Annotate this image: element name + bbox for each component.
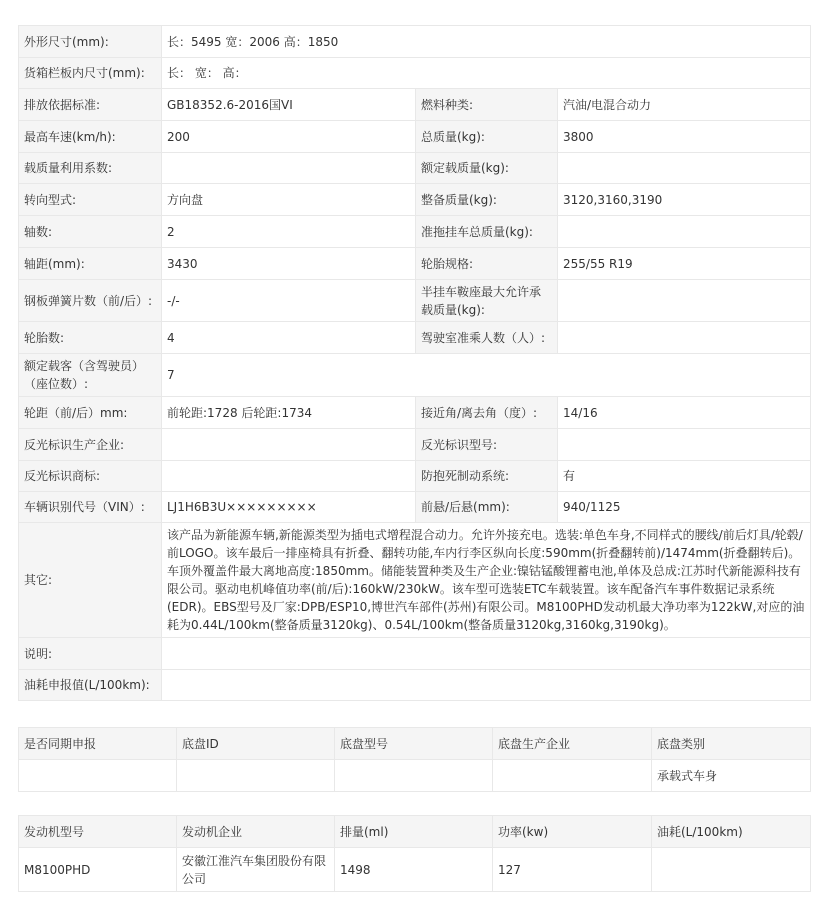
label-other: 其它:	[19, 523, 162, 638]
value-approach-departure: 14/16	[558, 397, 811, 429]
label-max-speed: 最高车速(km/h):	[19, 121, 162, 153]
engine-header-row	[19, 816, 811, 848]
spec-row	[19, 492, 811, 523]
value-load-coefficient	[162, 153, 416, 184]
label-rated-passengers: 额定载客（含驾驶员）（座位数）:	[19, 354, 162, 397]
spec-row-other	[19, 523, 811, 638]
value-steering: 方向盘	[162, 184, 416, 216]
label-trailer-mass: 准拖挂车总质量(kg):	[416, 216, 558, 248]
spec-row	[19, 461, 811, 492]
chassis-col-maker: 底盘生产企业	[493, 728, 652, 760]
value-other: 该产品为新能源车辆,新能源类型为插电式增程混合动力。允许外接充电。选装:单色车身,不同样式的腰线/前后灯具/轮毂/前LOGO。该车最后一排座椅具有折叠、翻转功能,车内行李区纵向长度:590mm(折叠翻转前)/1474mm(折叠翻转后)。车顶外覆盖件最大离地高度:1850mm。储能装置种类及生产企业:镍钴锰酸锂蓄电池,单体及总成:江苏时代新能源科技有限公司。驱动电机峰值功率(前/后):160kW/230kW。该车型可选装ETC车载装置。该车配备汽车事件数据记录系统(EDR)。EBS型号及厂家:DPB/ESP10,博世汽车部件(苏州)有限公司。M8100PHD发动机最大净功率为122kW,对应的油耗为0.44L/100km(整备质量3120kg)、0.54L/100km(整备质量3120kg,3160kg,3190kg)。	[162, 523, 811, 638]
chassis-col-concurrent: 是否同期申报	[19, 728, 177, 760]
engine-cell-power: 127	[493, 848, 652, 892]
chassis-cell-concurrent	[19, 760, 177, 792]
value-axles: 2	[162, 216, 416, 248]
value-overhang: 940/1125	[558, 492, 811, 523]
label-note: 说明:	[19, 638, 162, 670]
engine-col-displacement: 排量(ml)	[335, 816, 493, 848]
value-max-speed: 200	[162, 121, 416, 153]
label-cargo-box: 货箱栏板内尺寸(mm):	[19, 58, 162, 89]
value-tire-spec: 255/55 R19	[558, 248, 811, 280]
spec-row	[19, 121, 811, 153]
label-reflector-brand: 反光标识商标:	[19, 461, 162, 492]
value-saddle-load	[558, 280, 811, 322]
table-row	[19, 760, 811, 792]
engine-col-fuel: 油耗(L/100km)	[652, 816, 811, 848]
value-trailer-mass	[558, 216, 811, 248]
spec-row	[19, 322, 811, 354]
engine-cell-maker: 安徽江淮汽车集团股份有限公司	[177, 848, 335, 892]
chassis-col-id: 底盘ID	[177, 728, 335, 760]
label-fuel-consumption: 油耗申报值(L/100km):	[19, 670, 162, 701]
value-rated-passengers: 7	[162, 354, 811, 397]
value-note	[162, 638, 811, 670]
label-load-coefficient: 载质量利用系数:	[19, 153, 162, 184]
spec-table	[18, 25, 811, 701]
engine-cell-displacement: 1498	[335, 848, 493, 892]
label-axles: 轴数:	[19, 216, 162, 248]
chassis-col-type: 底盘类别	[652, 728, 811, 760]
label-vin: 车辆识别代号（VIN）:	[19, 492, 162, 523]
label-gross-mass: 总质量(kg):	[416, 121, 558, 153]
value-tire-count: 4	[162, 322, 416, 354]
label-emission-standard: 排放依据标准:	[19, 89, 162, 121]
value-dimensions: 长：5495 宽：2006 高：1850	[162, 26, 811, 58]
spec-row-seats	[19, 354, 811, 397]
value-rated-load	[558, 153, 811, 184]
spec-row	[19, 89, 811, 121]
value-gross-mass: 3800	[558, 121, 811, 153]
chassis-col-model: 底盘型号	[335, 728, 493, 760]
chassis-cell-type: 承载式车身	[652, 760, 811, 792]
value-abs: 有	[558, 461, 811, 492]
engine-cell-model: M8100PHD	[19, 848, 177, 892]
value-fuel-consumption	[162, 670, 811, 701]
table-row	[19, 848, 811, 892]
spec-row	[19, 184, 811, 216]
label-curb-mass: 整备质量(kg):	[416, 184, 558, 216]
chassis-cell-maker	[493, 760, 652, 792]
label-approach-departure: 接近角/离去角（度）:	[416, 397, 558, 429]
spec-row	[19, 429, 811, 461]
value-reflector-maker	[162, 429, 416, 461]
engine-cell-fuel	[652, 848, 811, 892]
label-reflector-model: 反光标识型号:	[416, 429, 558, 461]
label-saddle-load: 半挂车鞍座最大允许承载质量(kg):	[416, 280, 558, 322]
engine-col-model: 发动机型号	[19, 816, 177, 848]
chassis-header-row	[19, 728, 811, 760]
value-reflector-model	[558, 429, 811, 461]
value-fuel-type: 汽油/电混合动力	[558, 89, 811, 121]
value-cargo-box: 长： 宽： 高：	[162, 58, 811, 89]
chassis-cell-id	[177, 760, 335, 792]
chassis-cell-model	[335, 760, 493, 792]
label-abs: 防抱死制动系统:	[416, 461, 558, 492]
value-track: 前轮距:1728 后轮距:1734	[162, 397, 416, 429]
spec-row-dimensions	[19, 26, 811, 58]
value-emission-standard: GB18352.6-2016国VI	[162, 89, 416, 121]
spec-row-cargo	[19, 58, 811, 89]
label-leaf-springs: 钢板弹簧片数（前/后）:	[19, 280, 162, 322]
label-dimensions: 外形尺寸(mm):	[19, 26, 162, 58]
label-tire-count: 轮胎数:	[19, 322, 162, 354]
label-reflector-maker: 反光标识生产企业:	[19, 429, 162, 461]
value-vin: LJ1H6B3U×××××××××	[162, 492, 416, 523]
label-tire-spec: 轮胎规格:	[416, 248, 558, 280]
label-steering: 转向型式:	[19, 184, 162, 216]
engine-col-power: 功率(kw)	[493, 816, 652, 848]
engine-col-maker: 发动机企业	[177, 816, 335, 848]
spec-row-fuel-declared	[19, 670, 811, 701]
label-rated-load: 额定载质量(kg):	[416, 153, 558, 184]
label-cab-passengers: 驾驶室准乘人数（人）:	[416, 322, 558, 354]
spec-row-note	[19, 638, 811, 670]
spec-row	[19, 153, 811, 184]
spec-row	[19, 248, 811, 280]
label-wheelbase: 轴距(mm):	[19, 248, 162, 280]
value-curb-mass: 3120,3160,3190	[558, 184, 811, 216]
chassis-table	[18, 727, 811, 792]
spec-row	[19, 280, 811, 322]
value-cab-passengers	[558, 322, 811, 354]
spec-row	[19, 216, 811, 248]
label-overhang: 前悬/后悬(mm):	[416, 492, 558, 523]
label-fuel-type: 燃料种类:	[416, 89, 558, 121]
value-wheelbase: 3430	[162, 248, 416, 280]
spec-row	[19, 397, 811, 429]
value-reflector-brand	[162, 461, 416, 492]
value-leaf-springs: -/-	[162, 280, 416, 322]
engine-table	[18, 815, 811, 892]
label-track: 轮距（前/后）mm:	[19, 397, 162, 429]
